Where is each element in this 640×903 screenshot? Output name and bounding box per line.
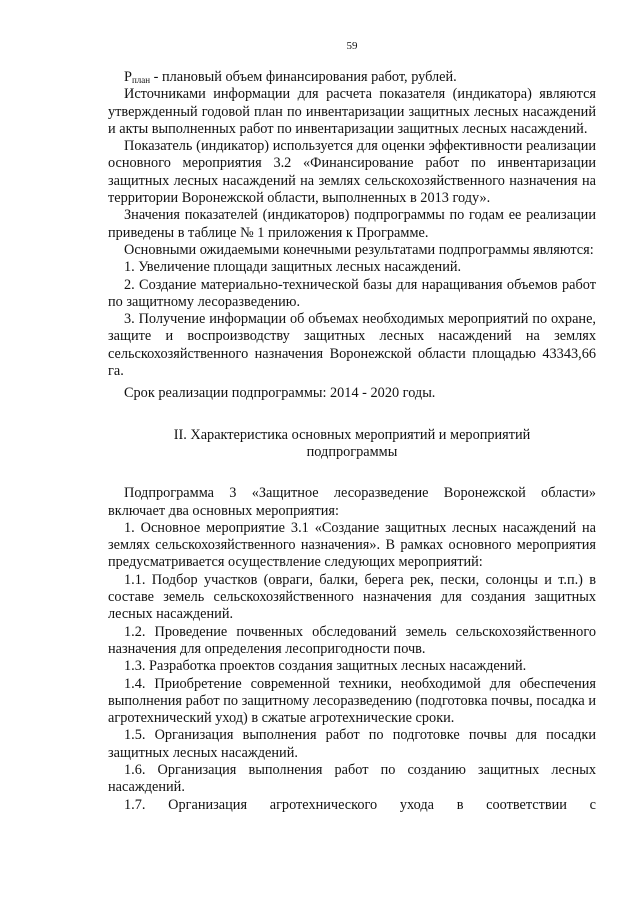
symbol-base: P — [124, 69, 132, 85]
list-item: 1. Основное мероприятие 3.1 «Создание защитных лесных насаждений на землях сельскохозяйственного назначения». В рамках основного мероприятия предусматривается осуществление следующих мероприятий: — [108, 519, 596, 571]
list-item: 1.2. Проведение почвенных обследований земель сельскохозяйственного назначения для определения лесопригодности почв. — [108, 623, 596, 657]
paragraph: Срок реализации подпрограммы: 2014 - 2020 годы. — [124, 385, 436, 402]
paragraph: Основными ожидаемыми конечными результатами подпрограммы являются: — [124, 241, 594, 258]
symbol-definition — [108, 69, 596, 86]
section-heading: II. Характеристика основных мероприятий и мероприятий подпрограммы — [173, 426, 531, 460]
list-item: 1. Увеличение площади защитных лесных насаждений. — [124, 259, 462, 276]
document-body — [108, 69, 596, 814]
list-item: 1.3. Разработка проектов создания защитных лесных насаждений. — [124, 658, 527, 675]
spacer — [108, 403, 596, 427]
list-item: 1.7. Организация агротехнического ухода в соответствии с — [124, 796, 596, 813]
symbol-description: - плановый объем финансирования работ, рублей. — [150, 69, 457, 85]
paragraph: Показатель (индикатор) используется для оценки эффективности реализации основного мероприятия 3.2 «Финансирование работ по инвентаризации защитных лесных насаждений на землях сельскохозяйственного назначения на территории Воронежской области, выполненных в 2013 году». — [108, 138, 596, 207]
list-item: 3. Получение информации об объемах необходимых мероприятий по охране, защите и воспроизводству защитных лесных насаждений на землях сельскохозяйственного назначения Воронежской области площадью 43343,66 га. — [108, 311, 596, 380]
paragraph: Значения показателей (индикаторов) подпрограммы по годам ее реализации приведены в таблице № 1 приложения к Программе. — [108, 207, 596, 241]
paragraph: Источниками информации для расчета показателя (индикатора) являются утвержденный годовой план по инвентаризации защитных лесных насаждений и акты выполненных работ по инвентаризации защитных лесных насаждений. — [108, 86, 596, 137]
page-number: 59 — [346, 40, 358, 52]
list-item: 1.6. Организация выполнения работ по созданию защитных лесных насаждений. — [108, 761, 596, 796]
symbol-subscript: план — [131, 75, 151, 85]
list-item: 1.1. Подбор участков (овраги, балки, берега рек, пески, солонцы и т.п.) в составе земель сельскохозяйственного назначения для создания защитных лесных насаждений. — [108, 571, 596, 623]
paragraph: Подпрограмма 3 «Защитное лесоразведение Воронежской области» включает два основных мероприятия: — [108, 485, 596, 519]
spacer — [108, 461, 596, 485]
list-item: 2. Создание материально-технической базы для наращивания объемов работ по защитному лесоразведению. — [108, 276, 596, 310]
list-item: 1.4. Приобретение современной техники, необходимой для обеспечения выполнения работ по защитному лесоразведению (подготовка почвы, посадка и агротехнический уход) в сжатые агротехнические сроки. — [108, 675, 596, 727]
list-item: 1.5. Организация выполнения работ по подготовке почвы для посадки защитных лесных насаждений. — [108, 727, 596, 761]
